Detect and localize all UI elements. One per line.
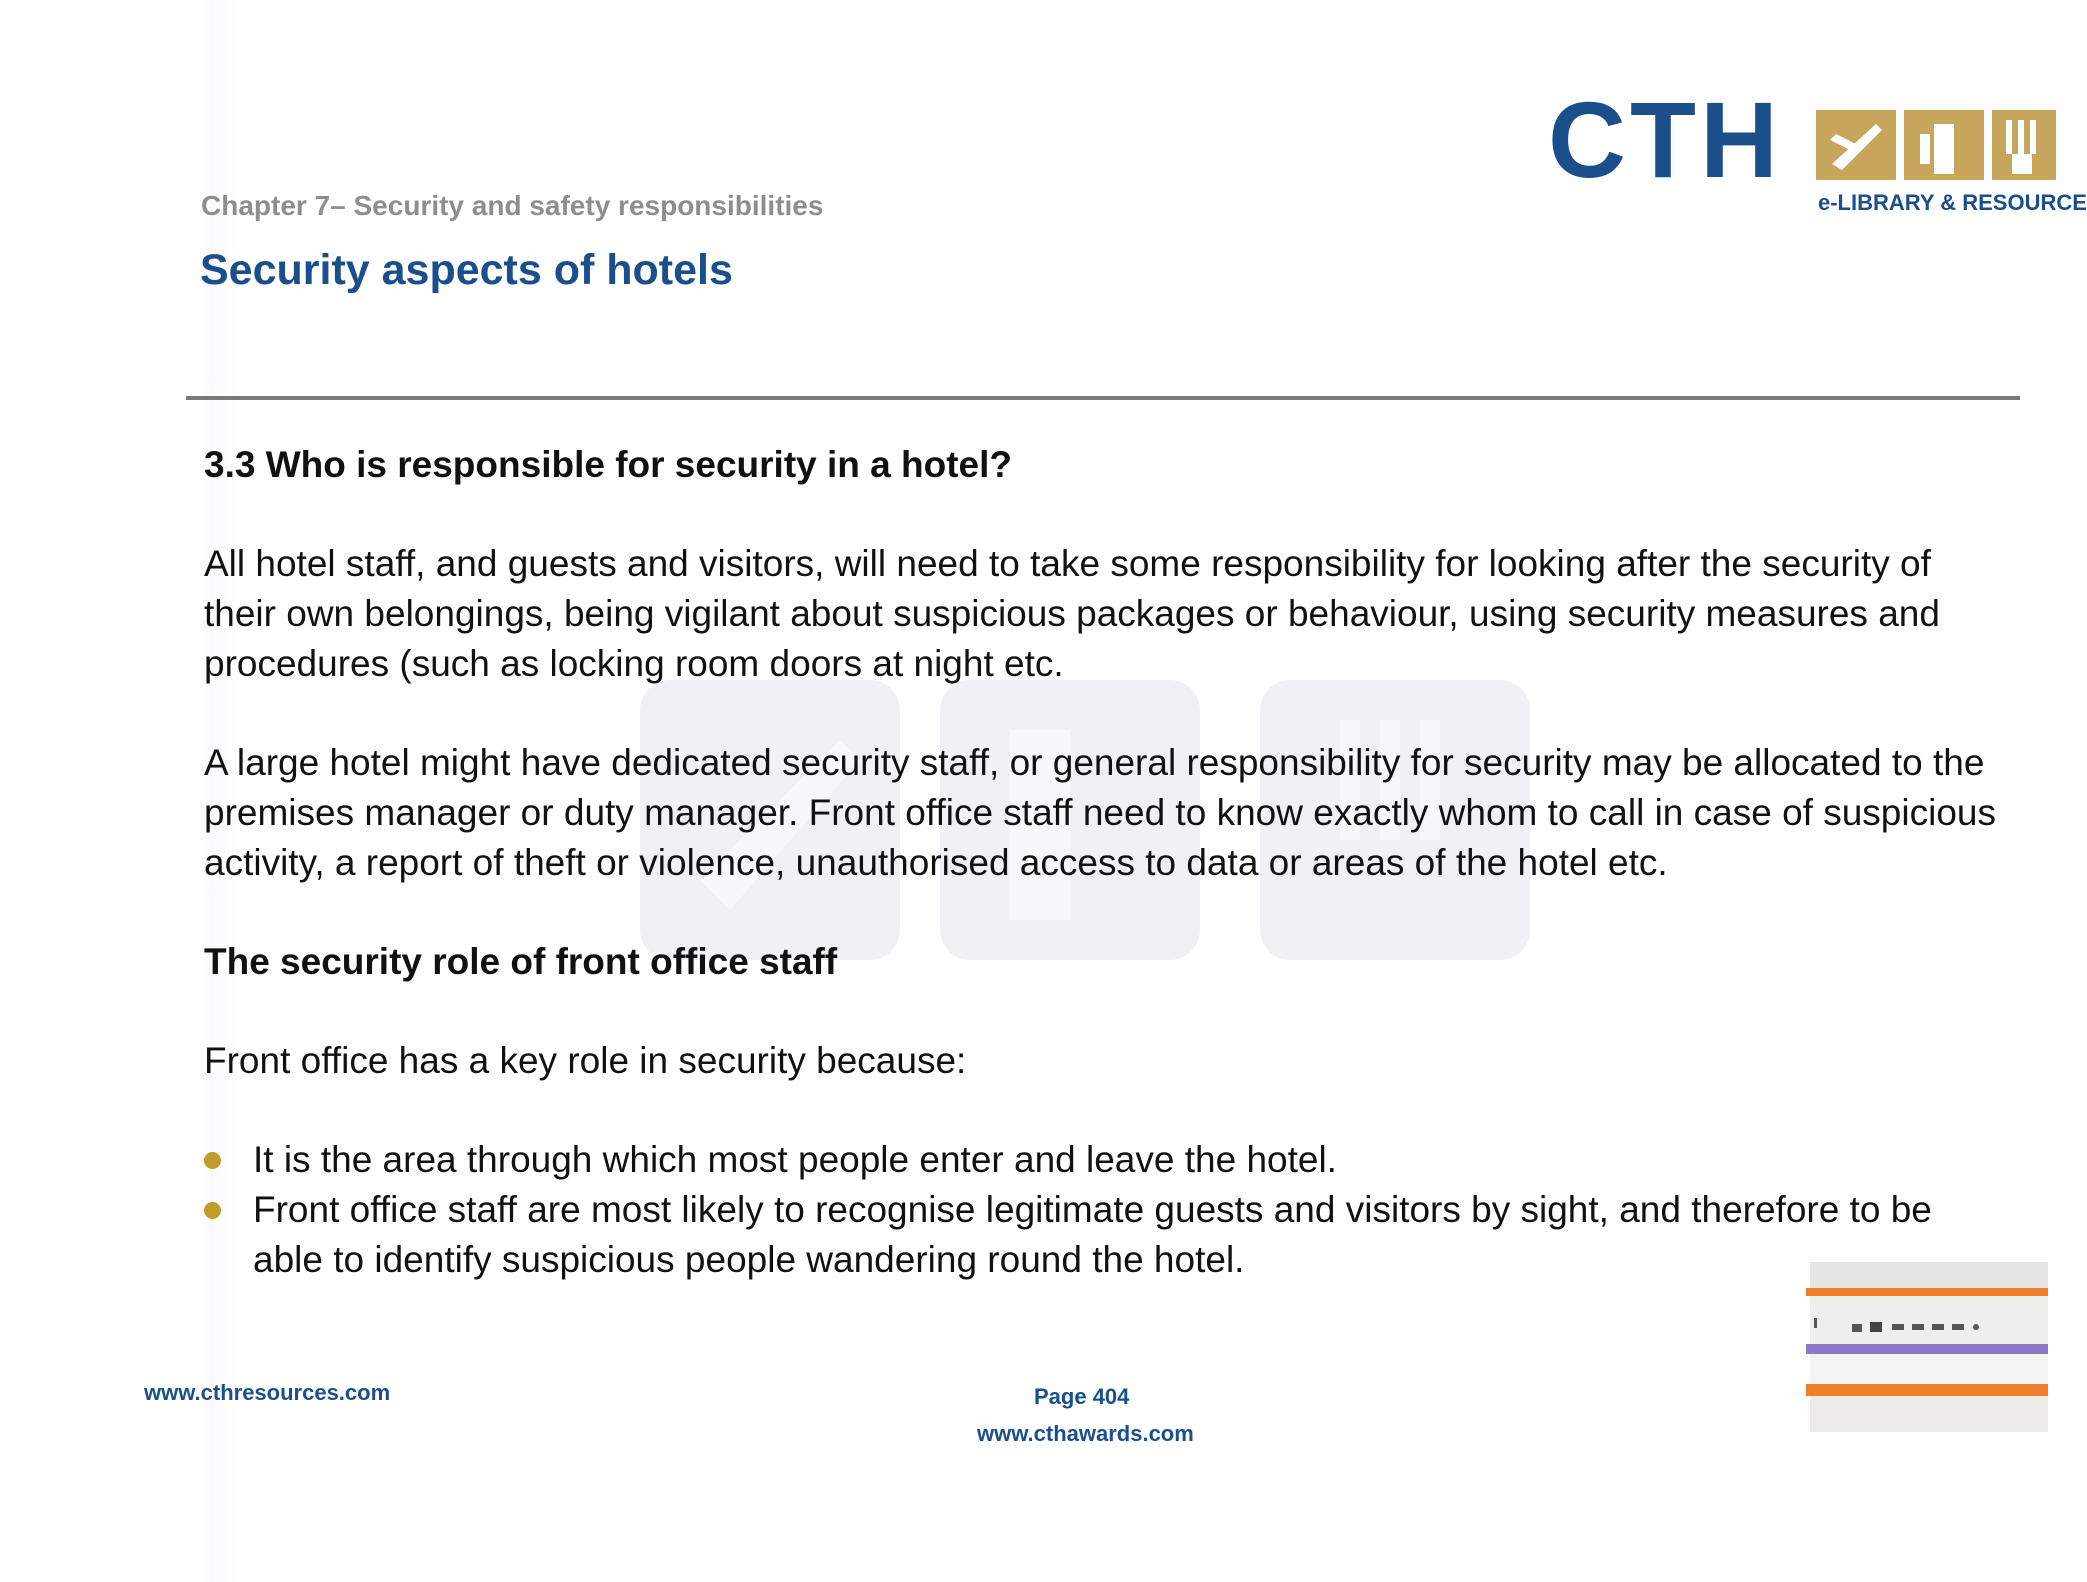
bullet-list [204,1135,2004,1285]
list-item-text: It is the area through which most people enter and leave the hotel. [253,1139,1337,1180]
list-item [204,1185,2004,1285]
logo-subtitle: e-LIBRARY & RESOURCE [1818,190,2087,215]
list-item-text: Front office staff are most likely to recognise legitimate guests and visitors by sight, and therefore to be able to identify suspicious people wandering round the hotel. [253,1189,1932,1280]
logo-tiles-icon [1816,110,2056,180]
header-divider [186,396,2020,400]
footer-resources-link[interactable]: www.cthresources.com [144,1380,391,1405]
footer-awards-link[interactable]: www.cthawards.com [977,1421,1194,1446]
list-item [204,1135,2004,1185]
paragraph-2: A large hotel might have dedicated security staff, or general responsibility for security may be allocated to the premises manager or duty manager. Front office staff need to know exactly whom to call in case of suspicious activity, a report of theft or violence, unauthorised access to data or areas of the hotel etc. [204,742,1996,883]
logo-text: CTH [1548,79,1782,200]
main-content [204,440,2004,1285]
section-heading: 3.3 Who is responsible for security in a hotel? [204,444,1013,485]
page-number: Page 404 [1034,1384,1130,1409]
paragraph-1: All hotel staff, and guests and visitors, will need to take some responsibility for looking after the security of their own belongings, being vigilant about suspicious packages or behaviour, using security measures and procedures (such as locking room doors at night etc. [204,543,1940,684]
subheading: The security role of front office staff [204,941,838,982]
cth-logo [1548,79,2087,220]
bullet-dot-icon [204,1202,221,1219]
intro-text: Front office has a key role in security because: [204,1040,967,1081]
books-stack-icon [1800,1262,2048,1432]
chapter-title: Chapter 7– Security and safety responsibilities [201,190,824,221]
page-title: Security aspects of hotels [200,246,733,294]
bullet-dot-icon [204,1152,221,1169]
